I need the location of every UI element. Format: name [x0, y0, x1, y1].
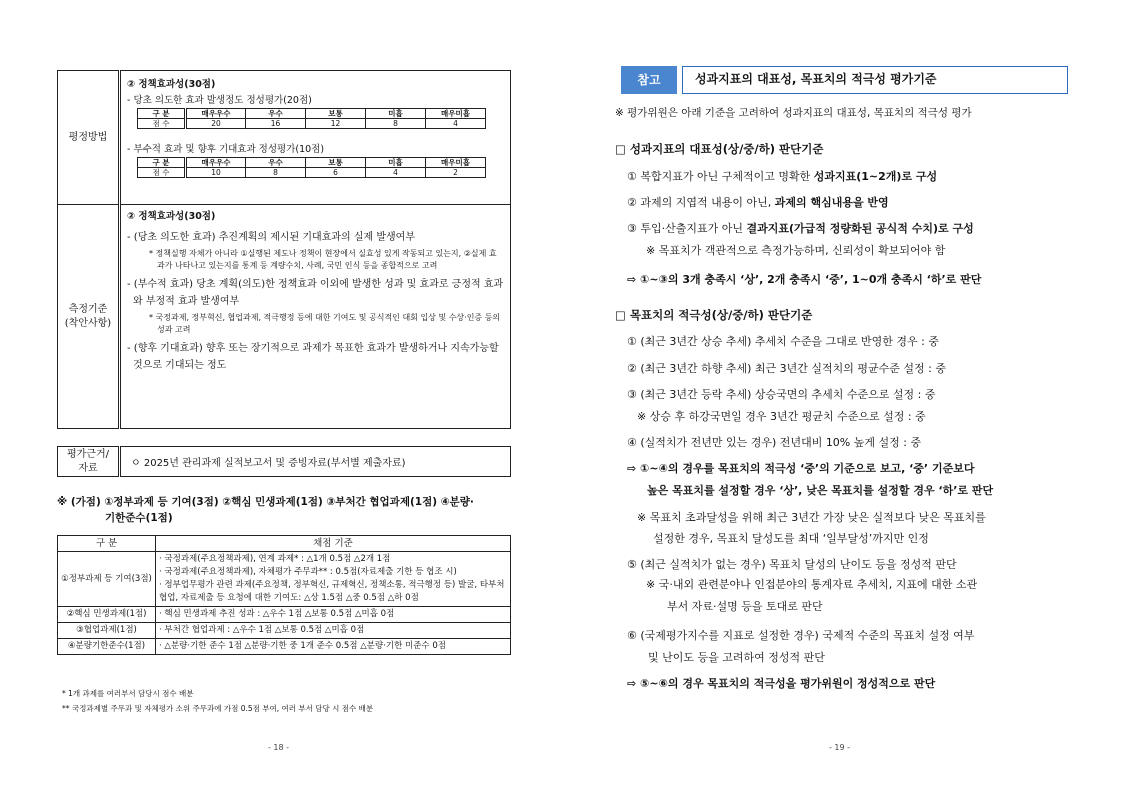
section2-heading: □ 목표치의 적극성(상/중/하) 판단기준	[615, 308, 813, 322]
bonus-category: ③협업과제(1점)	[58, 623, 156, 639]
eval-method-label: 평정방법	[58, 71, 120, 205]
bonus-title-line2: 기한준수(1점)	[105, 512, 173, 524]
score-header: 매우미흡	[426, 158, 486, 168]
section1-item-3-note: ※ 목표치가 객관적으로 측정가능하며, 신뢰성이 확보되어야 함	[646, 244, 946, 257]
score-cell: 8	[366, 119, 426, 129]
criteria-bullet-3: - (향후 기대효과) 향후 또는 장기적으로 과제가 목표한 효과가 발생하거나 지속가능할 것으로 기대되는 정도	[127, 343, 499, 371]
section2-conclusion-1a: ⇨ ①~④의 경우를 목표치의 적극성 ‘중’의 기준으로 보고, ‘중’ 기준보다	[627, 462, 975, 475]
reference-badge: 참고	[621, 66, 677, 94]
section2-conclusion-1b: 높은 목표치를 설정할 경우 ‘상’, 낮은 목표치를 설정할 경우 ‘하’로 판단	[647, 484, 994, 497]
section2-item-3-note: ※ 상승 후 하강국면일 경우 3년간 평균치 수준으로 설정 : 중	[637, 410, 926, 423]
bonus-line: · 정부업무평가 관련 과제(주요정책, 정부혁신, 규제혁신, 정책소통, 적극행정 등) 발굴, 타부처 협업, 자료제출 등 요청에 대한 기여도: △상 1.5점 △중 0.5점 △하 0점	[159, 580, 505, 603]
score-header: 매우미흡	[426, 109, 486, 119]
bonus-line: · 국정과제(주요정책과제), 자체평가 주무과** : 0.5점(자료제출 기한 등 협조 시)	[159, 567, 457, 577]
score-cell: 8	[246, 168, 306, 178]
score-table-1	[137, 108, 486, 129]
evidence-label-line2: 자료	[78, 462, 98, 474]
bonus-title-line1: ※ (가점) ①정부과제 등 기여(3점) ②핵심 민생과제(1점) ③부처간 협업과제(1점) ④분량·	[57, 496, 474, 508]
bonus-line: · 핵심 민생과제 추진 성과 : △우수 1점 △보통 0.5점 △미흡 0점	[156, 607, 511, 623]
score-cell: 20	[186, 119, 246, 129]
criteria-label-line1: 측정기준	[68, 303, 108, 315]
footnote-2: ** 국정과제별 주무과 및 자체평가 소위 주무과에 가점 0.5점 부여, 여러 부서 담당 시 점수 배분	[62, 704, 374, 713]
eval-method-title: ② 정책효과성(30점)	[127, 79, 216, 90]
evidence-label-line1: 평가근거/	[66, 448, 109, 460]
score-cell: 16	[246, 119, 306, 129]
score-header: 구 분	[138, 109, 186, 119]
section2-note-1b: 설정한 경우, 목표치 달성도를 최대 ‘일부달성’까지만 인정	[653, 532, 929, 545]
bonus-criteria	[156, 552, 511, 607]
bonus-line: · △분량·기한 준수 1점 △분량·기한 중 1개 준수 0.5점 △분량·기한 미준수 0점	[156, 639, 511, 655]
criteria-bullet-2: - (부수적 효과) 당초 계획(의도)한 정책효과 이외에 발생한 성과 및 효과로 긍정적 효과와 부정적 효과 발생여부	[127, 279, 504, 307]
criteria-title: ② 정책효과성(30점)	[127, 211, 216, 222]
score-cell: 10	[186, 168, 246, 178]
reference-title: 성과지표의 대표성, 목표치의 적극성 평가기준	[682, 66, 1068, 94]
criteria-label	[58, 205, 120, 429]
section2-note-2a: ※ 국·내외 관련분야나 인접분야의 통계자료 추세치, 지표에 대한 소관	[646, 578, 978, 591]
section2-item-6a: ⑥ (국제평가지수를 지표로 설정한 경우) 국제적 수준의 목표치 설정 여부	[627, 629, 975, 642]
evidence-table	[57, 446, 511, 477]
criteria-label-line2: (착안사항)	[64, 317, 112, 329]
section2-item-5: ⑤ (최근 실적치가 없는 경우) 목표치 달성의 난이도 등을 정성적 판단	[627, 558, 957, 571]
section2-note-2b: 부서 자료·설명 등을 토대로 판단	[667, 600, 823, 613]
section2-item-3: ③ (최근 3년간 등락 추세) 상승국면의 추세치 수준으로 설정 : 중	[627, 388, 936, 401]
section1-item-1: ① 복합지표가 아닌 구체적이고 명확한 성과지표(1~2개)로 구성	[627, 170, 938, 183]
section1-heading: □ 성과지표의 대표성(상/중/하) 판단기준	[615, 142, 824, 156]
eval-method-sub2: - 부수적 효과 및 향후 기대효과 정성평가(10점)	[127, 144, 325, 155]
criteria-bullet-1: - (당초 의도한 효과) 추진계획의 제시된 기대효과의 실제 발생여부	[127, 232, 416, 243]
score-header: 미흡	[366, 158, 426, 168]
bonus-category: ①정부과제 등 기여(3점)	[58, 552, 156, 607]
bonus-category: ④분량기한준수(1점)	[58, 639, 156, 655]
score-cell: 12	[306, 119, 366, 129]
reference-header	[621, 66, 1068, 94]
score-cell: 6	[306, 168, 366, 178]
section2-item-4: ④ (실적치가 전년만 있는 경우) 전년대비 10% 높게 설정 : 중	[627, 436, 922, 449]
evaluation-table	[57, 70, 511, 429]
score-table-2	[137, 157, 486, 178]
evidence-text: ㅇ 2025년 관리과제 실적보고서 및 증빙자료(부서별 제출자료)	[120, 447, 511, 477]
intro-note: ※ 평가위원은 아래 기준을 고려하여 성과지표의 대표성, 목표치의 적극성 평가	[615, 107, 972, 119]
score-cell: 점 수	[138, 119, 186, 129]
eval-method-cell	[120, 71, 511, 205]
section1-conclusion: ⇨ ①~③의 3개 충족시 ‘상’, 2개 충족시 ‘중’, 1~0개 충족시 ‘하’로 판단	[627, 273, 982, 286]
bonus-header: 구 분	[58, 536, 156, 552]
score-header: 구 분	[138, 158, 186, 168]
score-cell: 4	[366, 168, 426, 178]
bonus-line: · 국정과제(주요정책과제), 연계 과제* : △1개 0.5점 △2개 1점	[159, 554, 391, 564]
section1-item-3: ③ 투입·산출지표가 아닌 결과지표(가급적 정량화된 공식적 수치)로 구성	[627, 222, 974, 235]
section1-item-2: ② 과제의 지엽적 내용이 아닌, 과제의 핵심내용을 반영	[627, 196, 889, 209]
criteria-note-1: * 정책실행 자체가 아니라 ①실행된 제도나 정책이 현장에서 실효성 있게 작동되고 있는지, ②실제 효과가 나타나고 있는지를 통계 등 계량수치, 사례, 국민 인식 등을 종합적으로 고려	[149, 249, 497, 270]
score-header: 매우우수	[186, 158, 246, 168]
bonus-category: ②핵심 민생과제(1점)	[58, 607, 156, 623]
section2-item-1: ① (최근 3년간 상승 추세) 추세치 수준을 그대로 반영한 경우 : 중	[627, 335, 940, 348]
score-header: 우수	[246, 109, 306, 119]
score-header: 미흡	[366, 109, 426, 119]
eval-method-sub1: - 당초 의도한 효과 발생정도 정성평가(20점)	[127, 95, 312, 106]
page-number-right: - 19 -	[829, 743, 851, 752]
score-header: 보통	[306, 158, 366, 168]
score-header: 보통	[306, 109, 366, 119]
section2-conclusion-2: ⇨ ⑤~⑥의 경우 목표치의 적극성을 평가위원이 정성적으로 판단	[627, 677, 936, 690]
bonus-title	[57, 494, 517, 526]
section2-item-2: ② (최근 3년간 하향 추세) 최근 3년간 실적치의 평균수준 설정 : 중	[627, 362, 947, 375]
bonus-table	[57, 535, 511, 655]
bonus-header: 채점 기준	[156, 536, 511, 552]
footnote-1: * 1개 과제를 여러부서 담당시 점수 배분	[62, 689, 194, 698]
score-header: 우수	[246, 158, 306, 168]
score-cell: 점 수	[138, 168, 186, 178]
page-number-left: - 18 -	[268, 743, 290, 752]
criteria-note-2: * 국정과제, 정부혁신, 협업과제, 적극행정 등에 대한 기여도 및 공식적인 대회 입상 및 수상·인증 등의 성과 고려	[149, 313, 501, 334]
criteria-cell	[120, 205, 511, 429]
section2-note-1a: ※ 목표치 초과달성을 위해 최근 3년간 가장 낮은 실적보다 낮은 목표치를	[637, 511, 986, 524]
score-cell: 4	[426, 119, 486, 129]
score-header: 매우우수	[186, 109, 246, 119]
evidence-label	[58, 447, 120, 477]
bonus-line: · 부처간 협업과제 : △우수 1점 △보통 0.5점 △미흡 0점	[156, 623, 511, 639]
section2-item-6b: 및 난이도 등을 고려하여 정성적 판단	[648, 651, 825, 664]
score-cell: 2	[426, 168, 486, 178]
